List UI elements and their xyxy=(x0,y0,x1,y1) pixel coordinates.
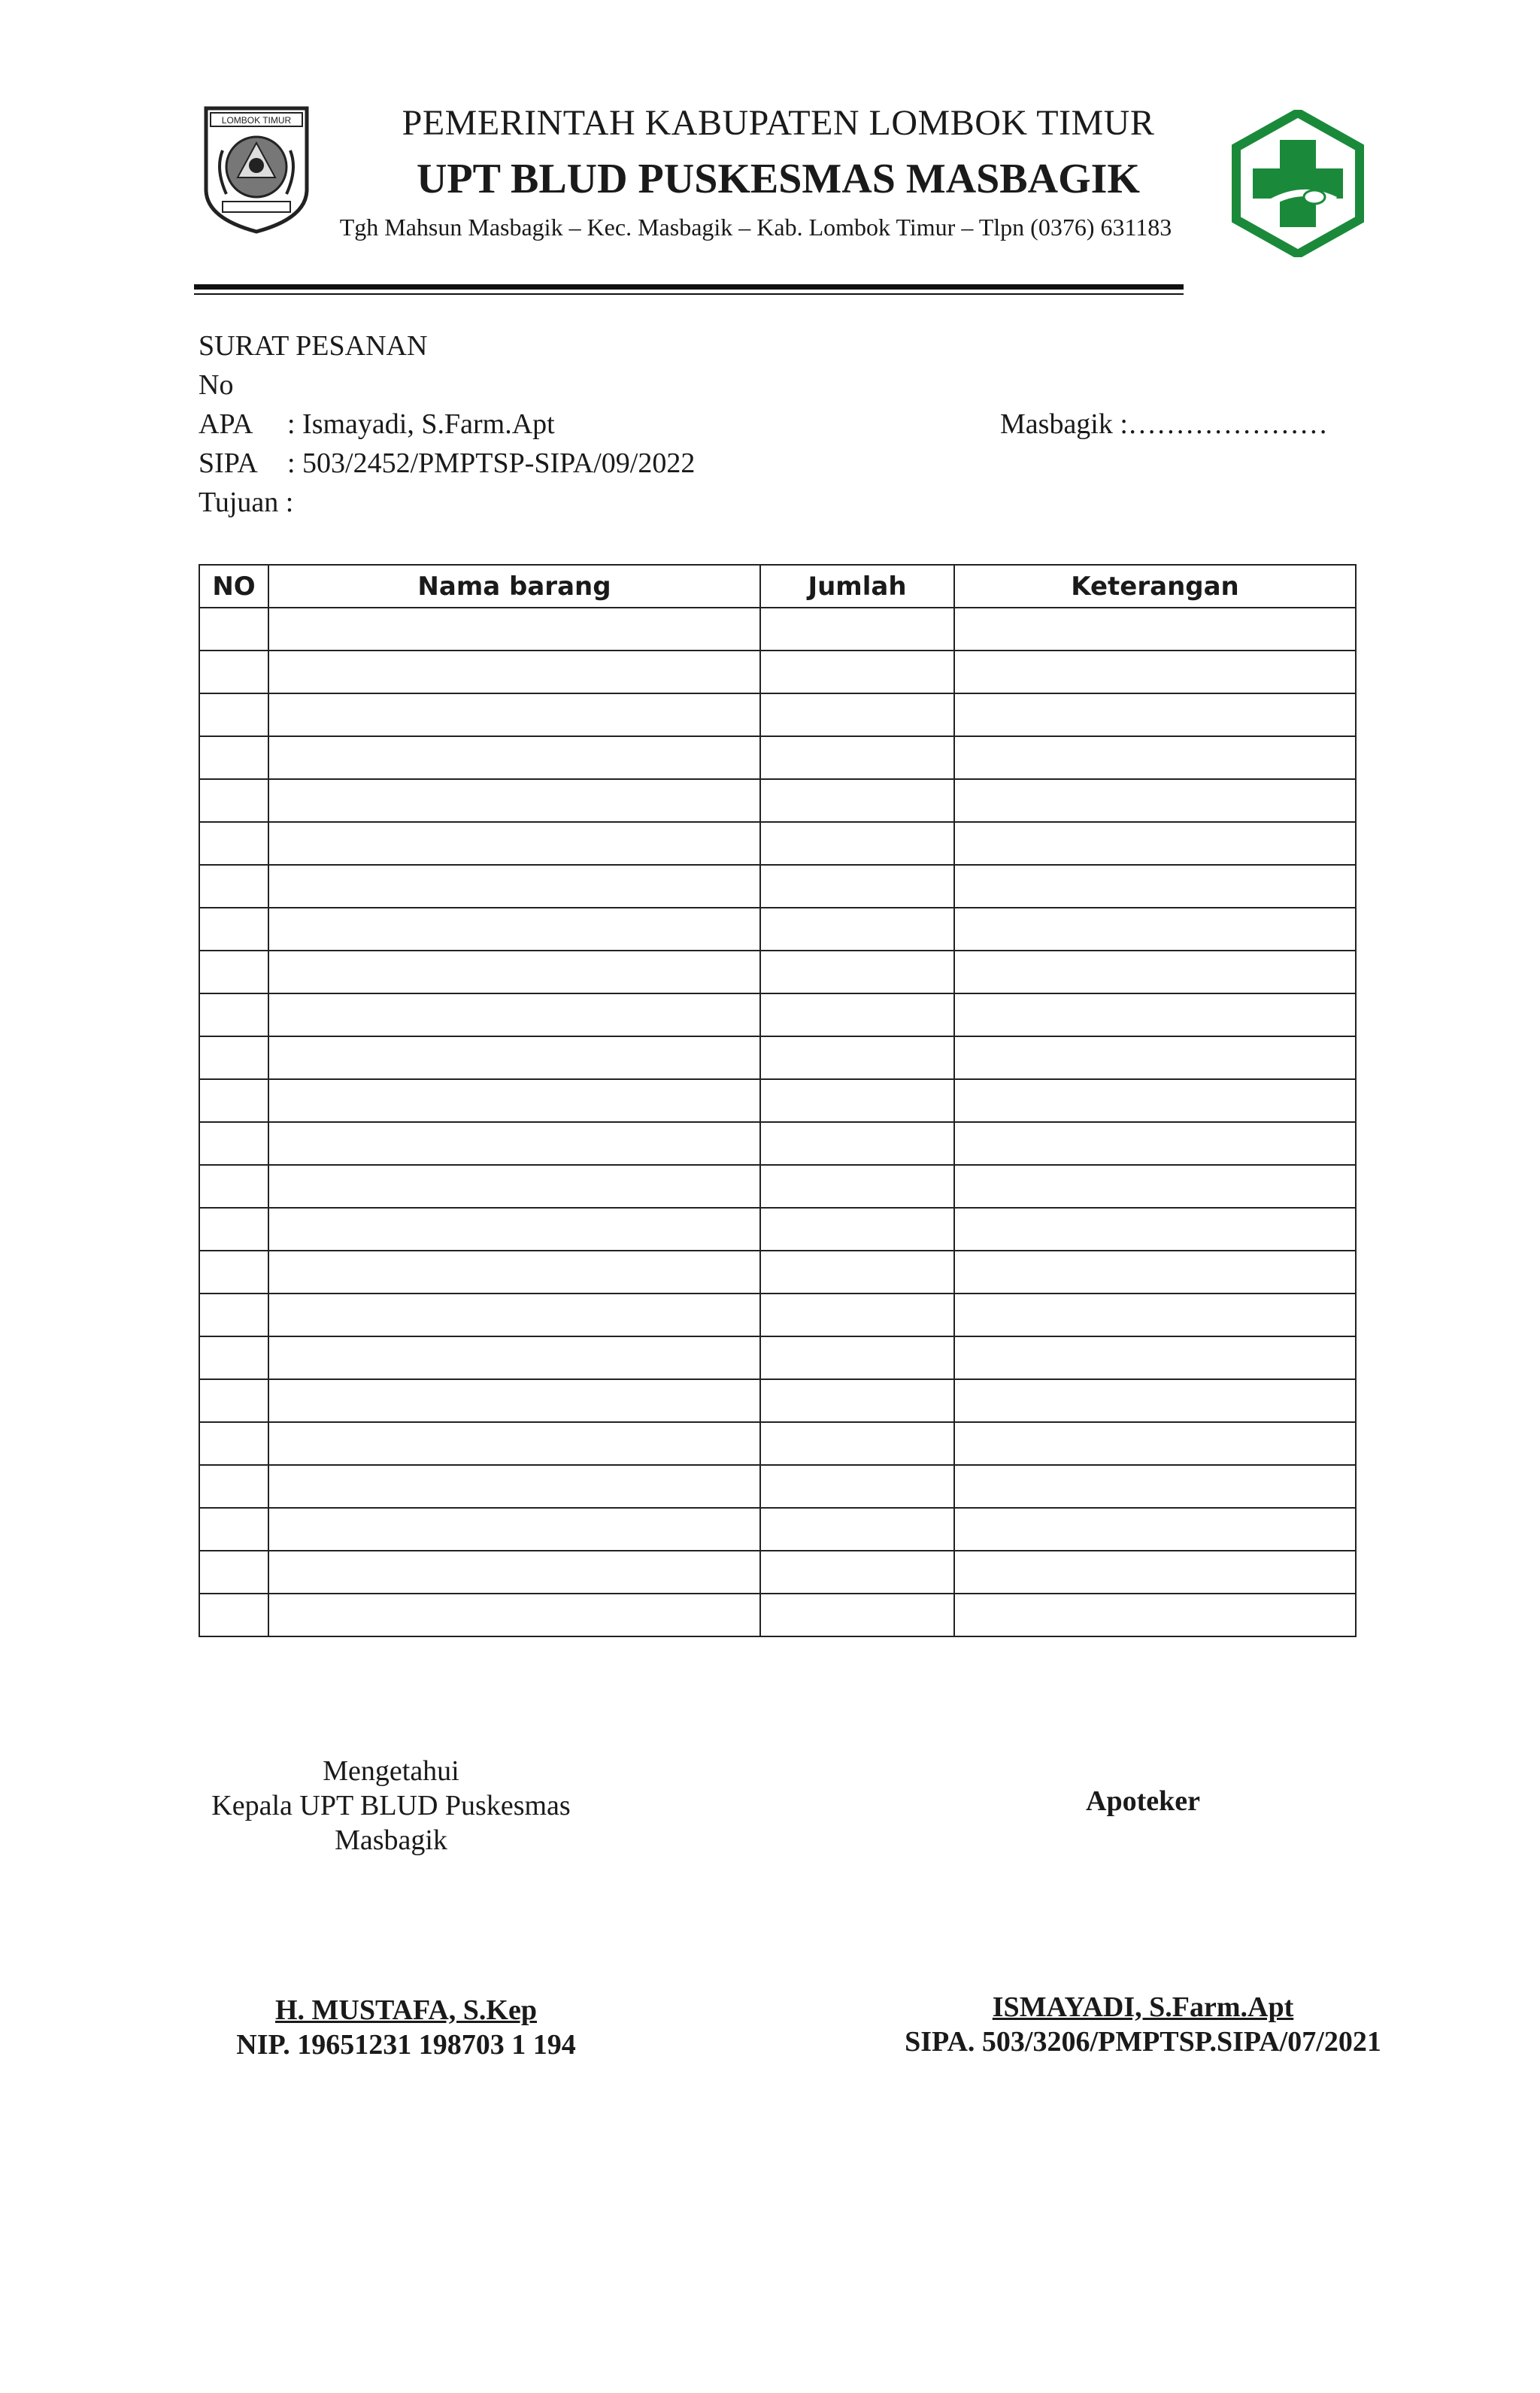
table-cell-nama-barang[interactable] xyxy=(268,651,760,693)
table-cell-jumlah[interactable] xyxy=(760,1336,954,1379)
table-cell-nama-barang[interactable] xyxy=(268,1551,760,1594)
table-row xyxy=(199,1465,1356,1508)
table-cell-nama-barang[interactable] xyxy=(268,908,760,951)
table-cell-keterangan[interactable] xyxy=(954,1336,1356,1379)
svg-text:LOMBOK TIMUR: LOMBOK TIMUR xyxy=(221,115,292,126)
office-title: UPT BLUD PUSKESMAS MASBAGIK xyxy=(416,156,1140,202)
table-cell-jumlah[interactable] xyxy=(760,693,954,736)
table-cell-keterangan[interactable] xyxy=(954,1079,1356,1122)
sipa-row xyxy=(199,444,695,483)
table-cell-no[interactable] xyxy=(199,1294,268,1336)
table-cell-jumlah[interactable] xyxy=(760,1294,954,1336)
table-cell-no[interactable] xyxy=(199,1122,268,1165)
table-row xyxy=(199,608,1356,651)
table-cell-jumlah[interactable] xyxy=(760,1036,954,1079)
table-row xyxy=(199,1122,1356,1165)
table-header-row xyxy=(199,565,1356,608)
table-row xyxy=(199,1422,1356,1465)
table-cell-keterangan[interactable] xyxy=(954,908,1356,951)
table-cell-no[interactable] xyxy=(199,779,268,822)
table-row xyxy=(199,1036,1356,1079)
table-cell-jumlah[interactable] xyxy=(760,1594,954,1636)
table-cell-jumlah[interactable] xyxy=(760,1379,954,1422)
table-cell-keterangan[interactable] xyxy=(954,865,1356,908)
table-cell-jumlah[interactable] xyxy=(760,993,954,1036)
table-row xyxy=(199,1379,1356,1422)
table-cell-keterangan[interactable] xyxy=(954,1036,1356,1079)
office-address: Tgh Mahsun Masbagik – Kec. Masbagik – Kab. Lombok Timur – Tlpn (0376) 631183 xyxy=(339,214,1172,241)
table-cell-keterangan[interactable] xyxy=(954,1594,1356,1636)
table-cell-nama-barang[interactable] xyxy=(268,1465,760,1508)
table-cell-nama-barang[interactable] xyxy=(268,693,760,736)
apa-row xyxy=(199,405,555,444)
table-row xyxy=(199,736,1356,779)
table-cell-no[interactable] xyxy=(199,993,268,1036)
table-cell-jumlah[interactable] xyxy=(760,651,954,693)
pharmacist-signatory xyxy=(842,1990,1444,2059)
table-cell-no[interactable] xyxy=(199,1079,268,1122)
table-cell-keterangan[interactable] xyxy=(954,608,1356,651)
header-rule-thick xyxy=(194,284,1184,290)
table-cell-keterangan[interactable] xyxy=(954,1165,1356,1208)
table-cell-nama-barang[interactable] xyxy=(268,1122,760,1165)
lombok-timur-emblem xyxy=(200,105,313,235)
table-cell-no[interactable] xyxy=(199,1208,268,1251)
table-cell-jumlah[interactable] xyxy=(760,1551,954,1594)
table-row xyxy=(199,1336,1356,1379)
header-rule-thin xyxy=(194,293,1184,295)
table-cell-jumlah[interactable] xyxy=(760,1208,954,1251)
table-cell-nama-barang[interactable] xyxy=(268,951,760,993)
head-nip: NIP. 19651231 198703 1 194 xyxy=(236,2029,576,2061)
table-row xyxy=(199,865,1356,908)
table-cell-no[interactable] xyxy=(199,1422,268,1465)
table-cell-keterangan[interactable] xyxy=(954,1422,1356,1465)
table-cell-keterangan[interactable] xyxy=(954,1122,1356,1165)
table-cell-jumlah[interactable] xyxy=(760,1508,954,1551)
document-number-label: No xyxy=(199,369,234,401)
column-header-nama-barang: Nama barang xyxy=(268,565,760,608)
table-cell-jumlah[interactable] xyxy=(760,1165,954,1208)
table-cell-keterangan[interactable] xyxy=(954,1208,1356,1251)
table-cell-nama-barang[interactable] xyxy=(268,1379,760,1422)
approval-position-line1: Kepala UPT BLUD Puskesmas xyxy=(211,1790,571,1821)
table-cell-no[interactable] xyxy=(199,951,268,993)
table-cell-nama-barang[interactable] xyxy=(268,779,760,822)
table-cell-no[interactable] xyxy=(199,1594,268,1636)
table-cell-nama-barang[interactable] xyxy=(268,1594,760,1636)
place-date: Masbagik :………………… xyxy=(1000,408,1328,440)
table-cell-keterangan[interactable] xyxy=(954,693,1356,736)
table-cell-jumlah[interactable] xyxy=(760,1251,954,1294)
government-title: PEMERINTAH KABUPATEN LOMBOK TIMUR xyxy=(402,103,1155,143)
table-cell-no[interactable] xyxy=(199,822,268,865)
table-cell-no[interactable] xyxy=(199,693,268,736)
table-cell-nama-barang[interactable] xyxy=(268,1165,760,1208)
table-row xyxy=(199,993,1356,1036)
table-cell-no[interactable] xyxy=(199,651,268,693)
table-cell-no[interactable] xyxy=(199,1379,268,1422)
table-cell-nama-barang[interactable] xyxy=(268,608,760,651)
puskesmas-emblem xyxy=(1230,110,1366,257)
pharmacist-sipa: SIPA. 503/3206/PMPTSP.SIPA/07/2021 xyxy=(905,2026,1381,2058)
table-cell-nama-barang[interactable] xyxy=(268,1208,760,1251)
table-cell-nama-barang[interactable] xyxy=(268,1079,760,1122)
apa-label: APA xyxy=(199,408,253,440)
table-cell-keterangan[interactable] xyxy=(954,1551,1356,1594)
table-cell-nama-barang[interactable] xyxy=(268,1422,760,1465)
table-cell-keterangan[interactable] xyxy=(954,993,1356,1036)
table-cell-nama-barang[interactable] xyxy=(268,1294,760,1336)
table-body xyxy=(199,608,1356,1636)
table-cell-jumlah[interactable] xyxy=(760,779,954,822)
column-header-keterangan: Keterangan xyxy=(954,565,1356,608)
column-header-no: NO xyxy=(199,565,268,608)
table-cell-no[interactable] xyxy=(199,1251,268,1294)
pharmacist-name: ISMAYADI, S.Farm.Apt xyxy=(992,1991,1294,2023)
table-cell-no[interactable] xyxy=(199,1165,268,1208)
table-cell-jumlah[interactable] xyxy=(760,1465,954,1508)
table-cell-no[interactable] xyxy=(199,608,268,651)
table-cell-nama-barang[interactable] xyxy=(268,993,760,1036)
table-cell-keterangan[interactable] xyxy=(954,736,1356,779)
table-cell-keterangan[interactable] xyxy=(954,1294,1356,1336)
table-row xyxy=(199,1251,1356,1294)
table-cell-nama-barang[interactable] xyxy=(268,865,760,908)
table-cell-keterangan[interactable] xyxy=(954,1508,1356,1551)
table-cell-jumlah[interactable] xyxy=(760,865,954,908)
table-cell-jumlah[interactable] xyxy=(760,1422,954,1465)
head-signatory xyxy=(188,1993,624,2062)
table-cell-jumlah[interactable] xyxy=(760,1079,954,1122)
document-title: SURAT PESANAN xyxy=(199,330,428,362)
table-row xyxy=(199,1294,1356,1336)
table-cell-no[interactable] xyxy=(199,1036,268,1079)
table-row xyxy=(199,779,1356,822)
sipa-value: : 503/2452/PMPTSP-SIPA/09/2022 xyxy=(287,447,696,479)
table-row xyxy=(199,1551,1356,1594)
table-cell-no[interactable] xyxy=(199,908,268,951)
table-row xyxy=(199,651,1356,693)
table-cell-no[interactable] xyxy=(199,1465,268,1508)
table-row xyxy=(199,1165,1356,1208)
table-cell-keterangan[interactable] xyxy=(954,1251,1356,1294)
table-row xyxy=(199,1508,1356,1551)
approval-block xyxy=(188,1754,594,1858)
table-cell-no[interactable] xyxy=(199,865,268,908)
approval-known-label: Mengetahui xyxy=(323,1755,459,1787)
table-cell-keterangan[interactable] xyxy=(954,951,1356,993)
table-cell-keterangan[interactable] xyxy=(954,1379,1356,1422)
table-cell-keterangan[interactable] xyxy=(954,779,1356,822)
column-header-jumlah: Jumlah xyxy=(760,565,954,608)
table-cell-jumlah[interactable] xyxy=(760,822,954,865)
table-cell-nama-barang[interactable] xyxy=(268,736,760,779)
table-cell-jumlah[interactable] xyxy=(760,1122,954,1165)
table-cell-keterangan[interactable] xyxy=(954,651,1356,693)
table-cell-nama-barang[interactable] xyxy=(268,1508,760,1551)
approval-position-line2: Masbagik xyxy=(335,1824,447,1856)
table-cell-no[interactable] xyxy=(199,1336,268,1379)
table-cell-nama-barang[interactable] xyxy=(268,1251,760,1294)
table-row xyxy=(199,822,1356,865)
apa-value: : Ismayadi, S.Farm.Apt xyxy=(287,408,555,440)
table-cell-nama-barang[interactable] xyxy=(268,1336,760,1379)
order-table xyxy=(199,564,1357,1637)
table-row xyxy=(199,908,1356,951)
table-cell-keterangan[interactable] xyxy=(954,822,1356,865)
table-cell-jumlah[interactable] xyxy=(760,608,954,651)
table-row xyxy=(199,693,1356,736)
table-cell-keterangan[interactable] xyxy=(954,1465,1356,1508)
table-cell-no[interactable] xyxy=(199,736,268,779)
table-row xyxy=(199,951,1356,993)
table-row xyxy=(199,1079,1356,1122)
table-row xyxy=(199,1594,1356,1636)
table-cell-jumlah[interactable] xyxy=(760,736,954,779)
tujuan-label: Tujuan : xyxy=(199,487,294,518)
table-cell-jumlah[interactable] xyxy=(760,908,954,951)
table-cell-jumlah[interactable] xyxy=(760,951,954,993)
pharmacist-title: Apoteker xyxy=(1086,1785,1200,1817)
table-row xyxy=(199,1208,1356,1251)
table-cell-no[interactable] xyxy=(199,1508,268,1551)
table-cell-no[interactable] xyxy=(199,1551,268,1594)
head-name: H. MUSTAFA, S.Kep xyxy=(275,1994,537,2026)
table-cell-nama-barang[interactable] xyxy=(268,822,760,865)
table-cell-nama-barang[interactable] xyxy=(268,1036,760,1079)
sipa-label: SIPA xyxy=(199,447,258,479)
